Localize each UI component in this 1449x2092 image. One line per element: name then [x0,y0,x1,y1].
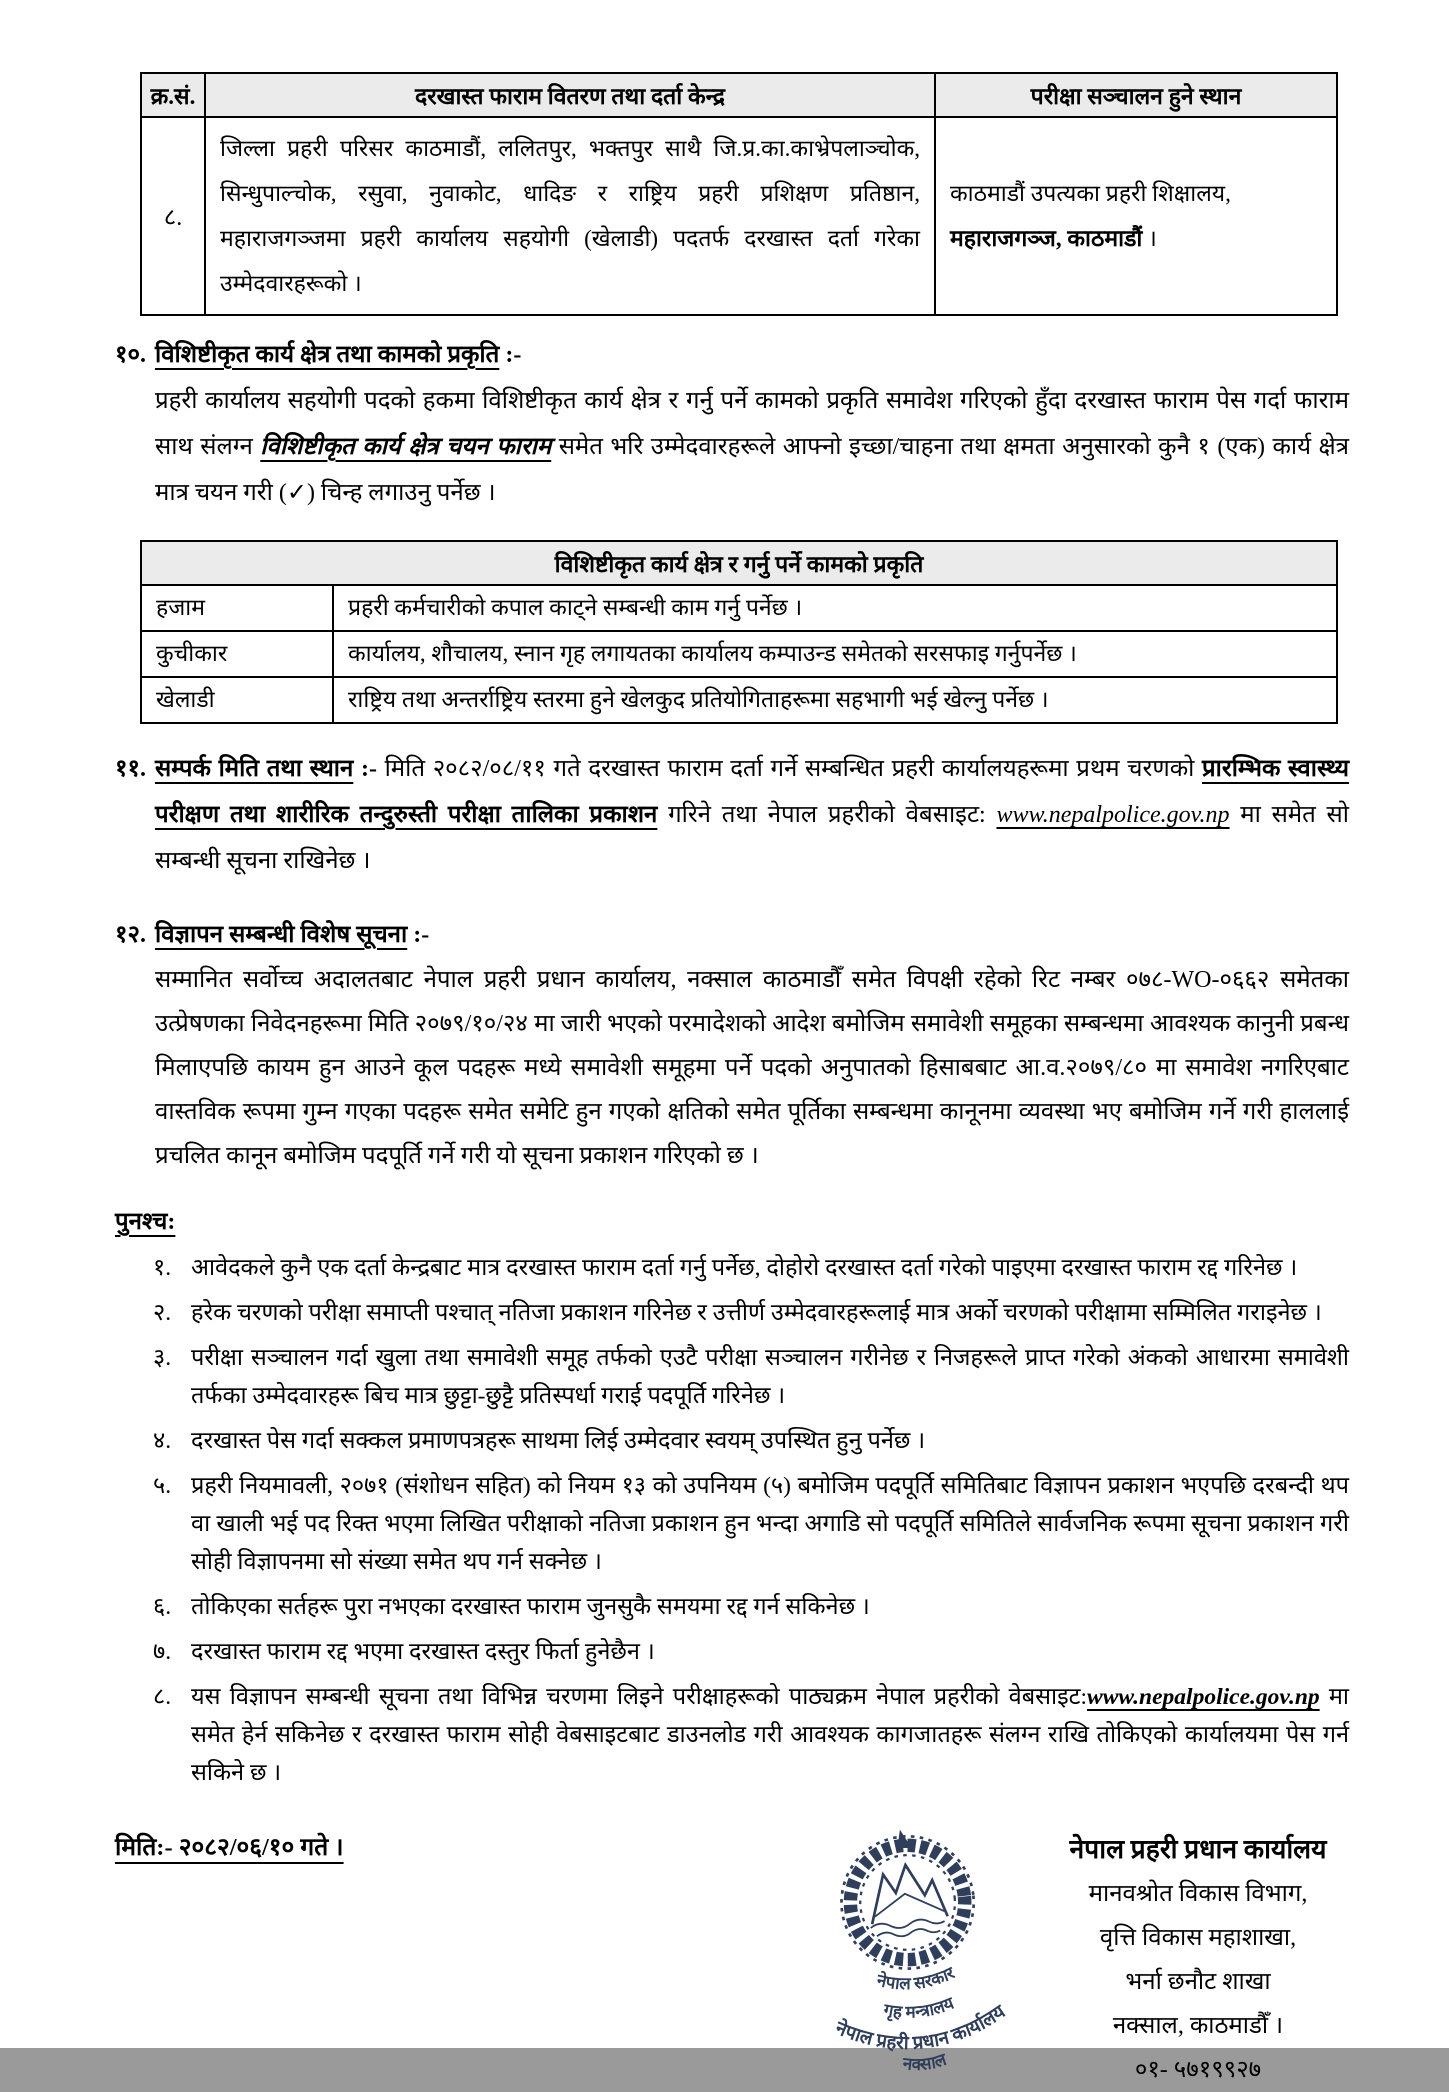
table-row [141,677,1337,723]
signature-block [1047,1826,1349,2092]
stamp-arc-ministry: गृह मन्त्रालय [882,1993,957,2022]
section-10 [115,332,1349,516]
list-item [153,1633,1349,1671]
work-area-name: कुचीकार [141,631,333,677]
signature-organization: नेपाल प्रहरी प्रधान कार्यालय [1069,1834,1327,1864]
list-item [153,1339,1349,1415]
item-text: तोकिएका सर्तहरू पुरा नभएका दरखास्त फाराम जुनसुकै समयमा रद्द गर्न सकिनेछ । [191,1594,870,1620]
item-text: दरखास्त पेस गर्दा सक्कल प्रमाणपत्रहरू साथमा लिई उम्मेदवार स्वयम् उपस्थित हुनु पर्नेछ । [191,1428,926,1454]
header-distribution-center: दरखास्त फाराम वितरण तथा दर्ता केन्द्र [205,73,935,117]
section-11 [115,746,1349,884]
item-text: परीक्षा सञ्चालन गर्दा खुला तथा समावेशी समूह तर्फको एउटै परीक्षा सञ्चालन गरीनेछ र निजहरूले प्राप्त गरेको अंकको आधारमा समावेशी तर्फका उम्मेदवारहरू बिच मात्र छुट्टा-छुट्टै प्रतिस्पर्धा गराई पदपूर्ति गरिनेछ । [191,1345,1349,1409]
item-text: मा समेत हेर्न सकिनेछ र दरखास्त फाराम सोही वेबसाइटबाट डाउनलोड गरी आवश्यक कागजातहरू संलग्न राखि तोकिएको कार्यालयमा पेस गर्न सकिने छ । [191,1684,1349,1786]
table-row [141,585,1337,631]
item-marker: २. [153,1300,172,1326]
header-exam-venue: परीक्षा सञ्चालन हुने स्थान [935,73,1337,117]
signature-line: वृत्ति विकास महाशाखा, [1099,1925,1297,1951]
table-row [141,117,1337,315]
section-12-number: १२. [115,922,146,948]
section-10-title: विशिष्टीकृत कार्य क्षेत्र तथा कामको प्रकृति [155,342,500,368]
table-header-row [141,73,1337,117]
section-11-text: गरिने तथा नेपाल प्रहरीको वेबसाइट: [657,802,997,828]
item-text: यस विज्ञापन सम्बन्धी सूचना तथा विभिन्न चरणमा लिइने परीक्षाहरूको पाठ्यक्रम नेपाल प्रहरीको वेबसाइट: [191,1684,1088,1710]
venue-bold-text: महाराजगञ्ज, काठमाडौं [950,226,1143,251]
svg-text:गृह मन्त्रालय [879,1993,958,2026]
item-marker: ७. [153,1639,172,1665]
registration-centers-table [140,72,1338,316]
section-10-title-suffix: :- [499,342,522,368]
footer-block [779,1820,1349,2092]
section-12-paragraph: सम्मानित सर्वोच्च अदालतबाट नेपाल प्रहरी प्रधान कार्यालय, नक्साल काठमाडौँ समेत विपक्षी रहेको रिट नम्बर ०७८-WO-०६६२ समेतका उत्प्रेषणका निवेदनहरूमा मिति २०७९/१०/२४ मा जारी भएको परमादेशको आदेश बमोजिम समावेशी समूहका सम्बन्धमा आवश्यक कानुनी प्रबन्ध मिलाएपछि कायम हुन आउने कूल पदहरू मध्ये समावेशी समूहमा पर्ने पदको अनुपातको हिसाबबाट आ.व.२०७९/८० मा समावेश नगरिएबाट वास्तविक रूपमा गुम्न गएका पदहरू समेत समेटि हुन गएको क्षतिको समेत पूर्तिका सम्बन्धमा कानूनमा व्यवस्था भए बमोजिम गर्ने गरी हाललाई प्रचलित कानून बमोजिम पदपूर्ति गर्ने गरी यो सूचना प्रकाशन गरिएको छ । [155,967,1349,1169]
item-marker: ४. [153,1428,172,1454]
item-marker: ३. [153,1345,172,1371]
para-text: प्रहरी कार्यालय सहयोगी पदको हकमा विशिष्टीकृत कार्य क्षेत्र र गर्नु पर्ने कामको प्रकृति समावेश गरिएको हुँदा दरखास्त फाराम पेस गर्दा फाराम साथ संलग्न [155,388,1349,460]
bottom-row [115,1820,1349,2092]
item-marker: ५. [153,1473,172,1499]
section-10-number: १०. [115,342,146,368]
section-10-paragraph [155,378,1349,516]
signature-line: मानवश्रोत विकास विभाग, [1088,1881,1308,1907]
item-marker: ८. [153,1684,172,1710]
item-marker: ६. [153,1594,172,1620]
header-serial-number: क्र.सं. [141,73,205,117]
list-item [153,1678,1349,1792]
cell-distribution-centers: जिल्ला प्रहरी परिसर काठमाडौं, ललितपुर, भक्तपुर साथै जि.प्र.का.काभ्रेपलाञ्चोक, सिन्धुपाल्चोक, रसुवा, नुवाकोट, धादिङ र राष्ट्रिय प्रहरी प्रशिक्षण प्रतिष्ठान, महाराजगञ्जमा प्रहरी कार्यालय सहयोगी (खेलाडी) पदतर्फ दरखास्त दर्ता गरेका उम्मेदवारहरूको । [205,117,935,315]
work-area-header-row [141,541,1337,585]
stamp-arc-government: नेपाल सरकार [875,1963,958,1994]
cell-exam-venue [935,117,1337,315]
list-item [153,1249,1349,1287]
item-text: आवेदकले कुनै एक दर्ता केन्द्रबाट मात्र दरखास्त फाराम दर्ता गर्नु पर्नेछ, दोहोरो दरखास्त दर्ता गरेको पाइएमा दरखास्त फाराम रद्द गरिनेछ । [191,1255,1298,1281]
section-12-title-suffix: :- [407,922,430,948]
work-area-name: खेलाडी [141,677,333,723]
nepal-police-stamp-logo [779,1820,1047,2088]
list-item [153,1467,1349,1581]
stamp-arc-headquarters: नेपाल प्रहरी प्रधान कार्यालय [832,2001,1010,2055]
signature-line: नक्साल, काठमाडौँ । [1112,2013,1284,2039]
section-11-text: मा समेत सो सम्बन्धी सूचना राखिनेछ । [155,802,1349,874]
nepal-police-website-link[interactable]: www.nepalpolice.gov.np [1087,1684,1320,1710]
venue-text: काठमाडौं उपत्यका प्रहरी शिक्षालय, [950,181,1231,206]
work-area-table [140,540,1338,724]
venue-end: । [1142,226,1157,251]
nepal-police-website-link[interactable]: www.nepalpolice.gov.np [996,802,1230,828]
item-text: दरखास्त फाराम रद्द भएमा दरखास्त दस्तुर फिर्ता हुनेछैन । [191,1639,655,1665]
section-12 [115,912,1349,1178]
list-item [153,1294,1349,1332]
item-marker: १. [153,1255,172,1281]
section-11-title: सम्पर्क मिति तथा स्थान [155,756,354,782]
item-text: प्रहरी नियमावली, २०७१ (संशोधन सहित) को नियम १३ को उपनियम (५) बमोजिम पदपूर्ति समितिबाट विज्ञापन प्रकाशन भएपछि दरबन्दी थप वा खाली भई पद रिक्त भएमा लिखित परीक्षाको नतिजा प्रकाशन हुन भन्दा अगाडि सो पदपूर्ति समितिले सार्वजनिक रूपमा सूचना प्रकाशन गरी सोही विज्ञापनमा सो संख्या समेत थप गर्न सक्नेछ । [191,1473,1349,1575]
stamp-arc-naxal: नक्साल [901,2049,949,2075]
punashcha-label: पुनश्च: [115,1209,176,1235]
signature-phone: ०१- ५७१९९२७ [1134,2057,1262,2083]
section-11-text: मिति २०८२/०८/११ गते दरखास्त फाराम दर्ता गर्ने सम्बन्धित प्रहरी कार्यालयहरूमा प्रथम चरणको [384,756,1202,782]
work-area-table-title: विशिष्टीकृत कार्य क्षेत्र र गर्नु पर्ने कामको प्रकृति [141,541,1337,585]
item-text: हरेक चरणको परीक्षा समाप्ती पश्चात् नतिजा प्रकाशन गरिनेछ र उत्तीर्ण उम्मेदवारहरूलाई मात्र अर्को चरणको परीक्षामा सम्मिलित गराइनेछ । [191,1300,1322,1326]
list-item [153,1588,1349,1626]
cell-serial-number: ८. [141,117,205,315]
table-row [141,631,1337,677]
signature-line: भर्ना छनौट शाखा [1125,1969,1271,1995]
work-area-name: हजाम [141,585,333,631]
para-text: समेत भरि उम्मेदवारहरूले आफ्नो इच्छा/चाहना तथा क्षमता अनुसारको कुनै १ (एक) कार्य क्षेत्र मात्र चयन गरी (✓) चिन्ह लगाउनु पर्नेछ । [155,434,1349,506]
work-area-description: कार्यालय, शौचालय, स्नान गृह लगायतका कार्यालय कम्पाउन्ड समेतको सरसफाइ गर्नुपर्नेछ । [333,631,1337,677]
work-area-description: प्रहरी कर्मचारीको कपाल काट्ने सम्बन्धी काम गर्नु पर्नेछ । [333,585,1337,631]
section-11-title-suffix: :- [353,756,385,782]
health-exam-emphasis: प्रारम्भिक स्वास्थ्य परीक्षण तथा शारीरिक तन्दुरुस्ती परीक्षा तालिका प्रकाशन [155,756,1349,828]
list-item [153,1422,1349,1460]
section-12-heading [155,912,1349,958]
issue-date: मिति:- २०८२/०६/१० गते । [115,1834,344,1861]
selection-form-emphasis: विशिष्टीकृत कार्य क्षेत्र चयन फाराम [260,434,552,460]
section-11-number: ११. [115,756,146,782]
section-12-title: विज्ञापन सम्बन्धी विशेष सूचना [155,922,408,948]
punashcha-list [153,1249,1349,1792]
work-area-description: राष्ट्रिय तथा अन्तर्राष्ट्रिय स्तरमा हुने खेलकुद प्रतियोगिताहरूमा सहभागी भई खेल्नु पर्नेछ । [333,677,1337,723]
section-10-heading [155,332,1349,378]
svg-text:नेपाल सरकार [872,1961,959,1997]
